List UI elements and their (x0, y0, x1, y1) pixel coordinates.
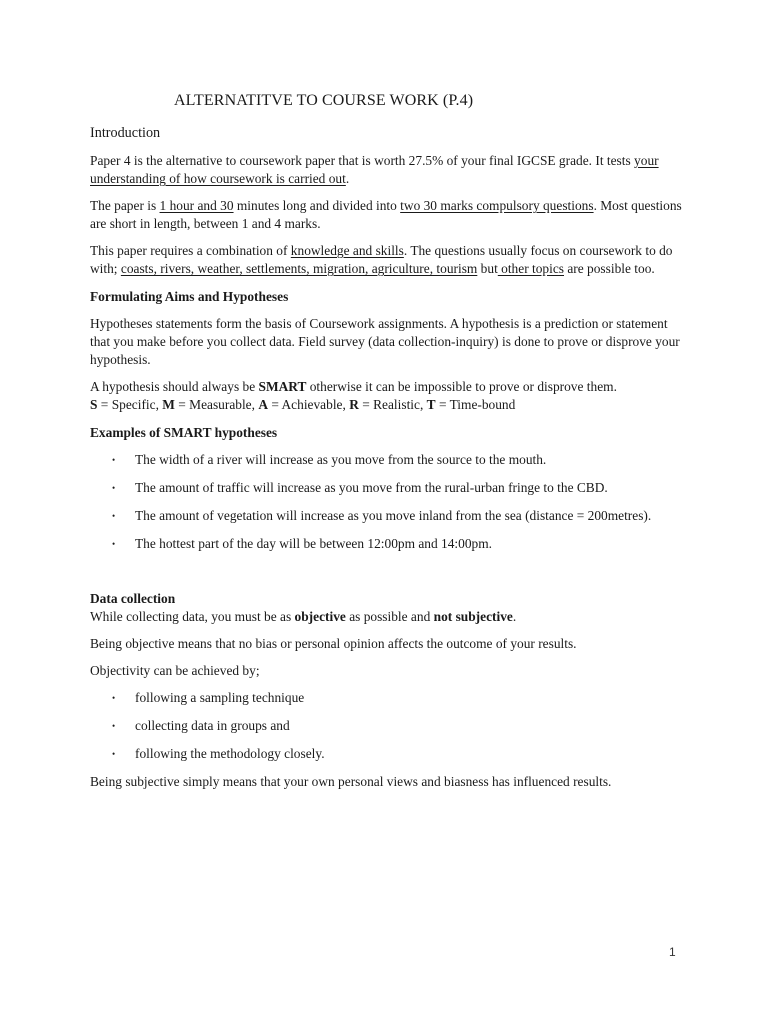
list-item: • following the methodology closely. (112, 746, 325, 761)
data-collection-paragraph-3: Objectivity can be achieved by; (90, 663, 260, 678)
bullet-icon: • (112, 721, 116, 731)
data-collection-paragraph-4: Being subjective simply means that your own personal views and biasness has influenced results. (90, 774, 612, 789)
examples-list (90, 451, 690, 553)
bullet-icon: • (112, 749, 116, 759)
intro-heading: Introduction (90, 125, 161, 141)
list-item: • The amount of traffic will increase as you move from the rural-urban fringe to the CBD. (112, 480, 608, 495)
bullet-icon: • (112, 693, 116, 703)
bullet-icon: • (112, 539, 116, 549)
document-title: ALTERNATITVE TO COURSE WORK (P.4) (174, 92, 474, 109)
document-page (90, 92, 690, 800)
list-item: • The hottest part of the day will be between 12:00pm and 14:00pm. (112, 536, 493, 551)
page-number: 1 (669, 945, 676, 959)
intro-paragraph-3: This paper requires a combination of knowledge and skills. The questions usually focus on coursework to do with; coasts, rivers, weather, settlements, migration, agriculture, tourism but other topics are possible too. (90, 243, 673, 276)
data-collection-paragraph-2: Being objective means that no bias or personal opinion affects the outcome of your results. (90, 636, 577, 651)
examples-heading: Examples of SMART hypotheses (90, 425, 278, 440)
data-collection-paragraph-1: While collecting data, you must be as objective as possible and not subjective. (90, 609, 517, 624)
data-collection-heading: Data collection (90, 591, 176, 606)
list-item: • collecting data in groups and (112, 718, 290, 733)
aims-paragraph-2: A hypothesis should always be SMART otherwise it can be impossible to prove or disprove them. S = Specific, M = Measurable, A = Achievable, R = Realistic, T = Time-bound (90, 379, 617, 412)
smart-definition: S = Specific, M = Measurable, A = Achievable, R = Realistic, T = Time-bound (90, 397, 516, 412)
aims-paragraph-1: Hypotheses statements form the basis of Coursework assignments. A hypothesis is a prediction or statement that you make before you collect data. Field survey (data collection-inquiry) is done to prove or disprove your hypothesis. (90, 316, 680, 367)
intro-paragraph-2: The paper is 1 hour and 30 minutes long and divided into two 30 marks compulsory questions. Most questions are short in length, between 1 and 4 marks. (90, 198, 682, 231)
aims-heading: Formulating Aims and Hypotheses (90, 289, 289, 304)
list-item: • following a sampling technique (112, 690, 305, 705)
bullet-icon: • (112, 455, 116, 465)
bullet-icon: • (112, 483, 116, 493)
intro-paragraph-1: Paper 4 is the alternative to coursework paper that is worth 27.5% of your final IGCSE grade. It tests your understanding of how coursework is carried out. (90, 153, 659, 186)
bullet-icon: • (112, 511, 116, 521)
objectivity-list (90, 689, 690, 763)
list-item: • The width of a river will increase as you move from the source to the mouth. (112, 452, 547, 467)
list-item: • The amount of vegetation will increase as you move inland from the sea (distance = 200metres). (112, 508, 652, 523)
